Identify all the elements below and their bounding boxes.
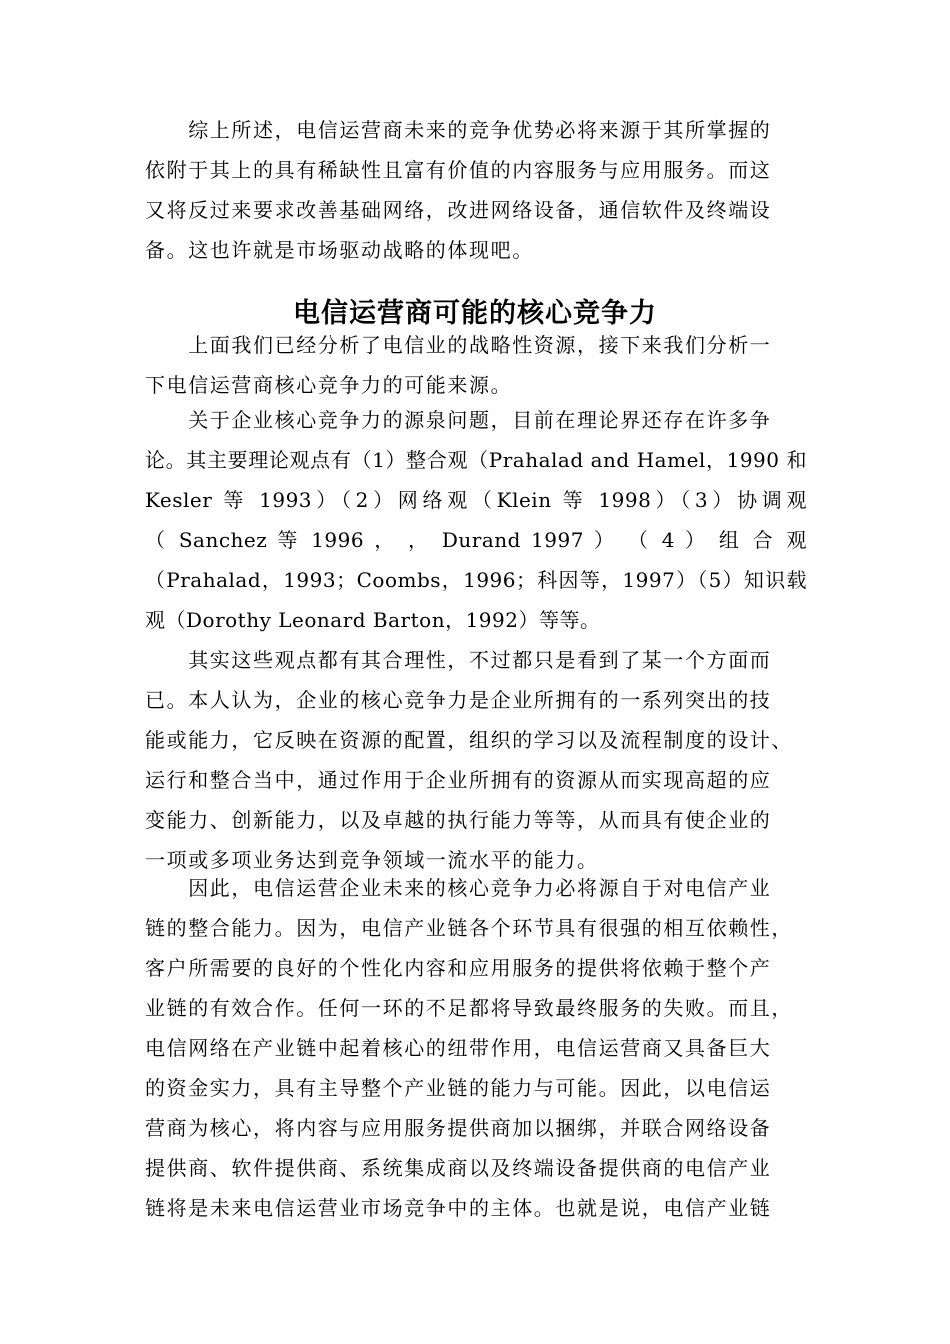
- text-line: 变能力、创新能力，以及卓越的执行能力等等，从而具有使企业的: [145, 808, 772, 832]
- text-line: 观（Dorothy Leonard Barton，1992）等等。: [145, 608, 601, 632]
- text-line: 又将反过来要求改善基础网络，改进网络设备，通信软件及终端设: [145, 198, 772, 222]
- text-line: 链的整合能力。因为，电信产业链各个环节具有很强的相互依赖性，: [145, 916, 793, 940]
- paragraph-opinion: [145, 640, 807, 880]
- paragraph-conclusion: [145, 868, 807, 1228]
- text-line: 论。其主要理论观点有（1）整合观（Prahalad and Hamel，1990 和: [145, 448, 807, 472]
- text-line: 下电信运营商核心竞争力的可能来源。: [145, 373, 513, 397]
- text-line: 链将是未来电信运营业市场竞争中的主体。也就是说，电信产业链: [145, 1196, 772, 1220]
- text-line: 关于企业核心竞争力的源泉问题，目前在理论界还存在许多争: [145, 408, 772, 432]
- text-line: 业链的有效合作。任何一环的不足都将导致最终服务的失败。而且，: [145, 996, 793, 1020]
- text-line: （ Sanchez 等 1996 ， ， Durand 1997 ） （ 4 ） 组 合 观: [145, 528, 807, 552]
- text-line: 的资金实力，具有主导整个产业链的能力与可能。因此，以电信运: [145, 1076, 772, 1100]
- text-line: 提供商、软件提供商、系统集成商以及终端设备提供商的电信产业: [145, 1156, 772, 1180]
- text-line: 电信网络在产业链中起着核心的纽带作用，电信运营商又具备巨大: [145, 1036, 772, 1060]
- text-line: 依附于其上的具有稀缺性且富有价值的内容服务与应用服务。而这: [145, 158, 772, 182]
- section-heading: 电信运营商可能的核心竞争力: [293, 298, 657, 329]
- text-line: 能或能力，它反映在资源的配置，组织的学习以及流程制度的设计、: [145, 728, 793, 752]
- text-line: Kesler 等 1993）（2）网络观（Klein 等 1998）（3）协调观: [145, 488, 807, 512]
- text-line: 其实这些观点都有其合理性，不过都只是看到了某一个方面而: [145, 648, 772, 672]
- text-line: 已。本人认为，企业的核心竞争力是企业所拥有的一系列突出的技: [145, 688, 772, 712]
- paragraph-summary: [145, 110, 807, 270]
- paragraph-theories: [145, 400, 807, 640]
- text-line: 上面我们已经分析了电信业的战略性资源，接下来我们分析一: [145, 333, 772, 357]
- text-line: 综上所述，电信运营商未来的竞争优势必将来源于其所掌握的: [145, 118, 772, 142]
- paragraph-intro: [145, 325, 807, 405]
- text-line: 运行和整合当中，通过作用于企业所拥有的资源从而实现高超的应: [145, 768, 772, 792]
- text-line: 因此，电信运营企业未来的核心竞争力必将源自于对电信产业: [145, 876, 772, 900]
- text-line: （Prahalad，1993；Coombs，1996；科因等，1997）（5）知识载: [145, 568, 807, 592]
- text-line: 一项或多项业务达到竞争领域一流水平的能力。: [145, 848, 599, 872]
- text-line: 客户所需要的良好的个性化内容和应用服务的提供将依赖于整个产: [145, 956, 772, 980]
- text-line: 营商为核心，将内容与应用服务提供商加以捆绑，并联合网络设备: [145, 1116, 772, 1140]
- text-line: 备。这也许就是市场驱动战略的体现吧。: [145, 238, 534, 262]
